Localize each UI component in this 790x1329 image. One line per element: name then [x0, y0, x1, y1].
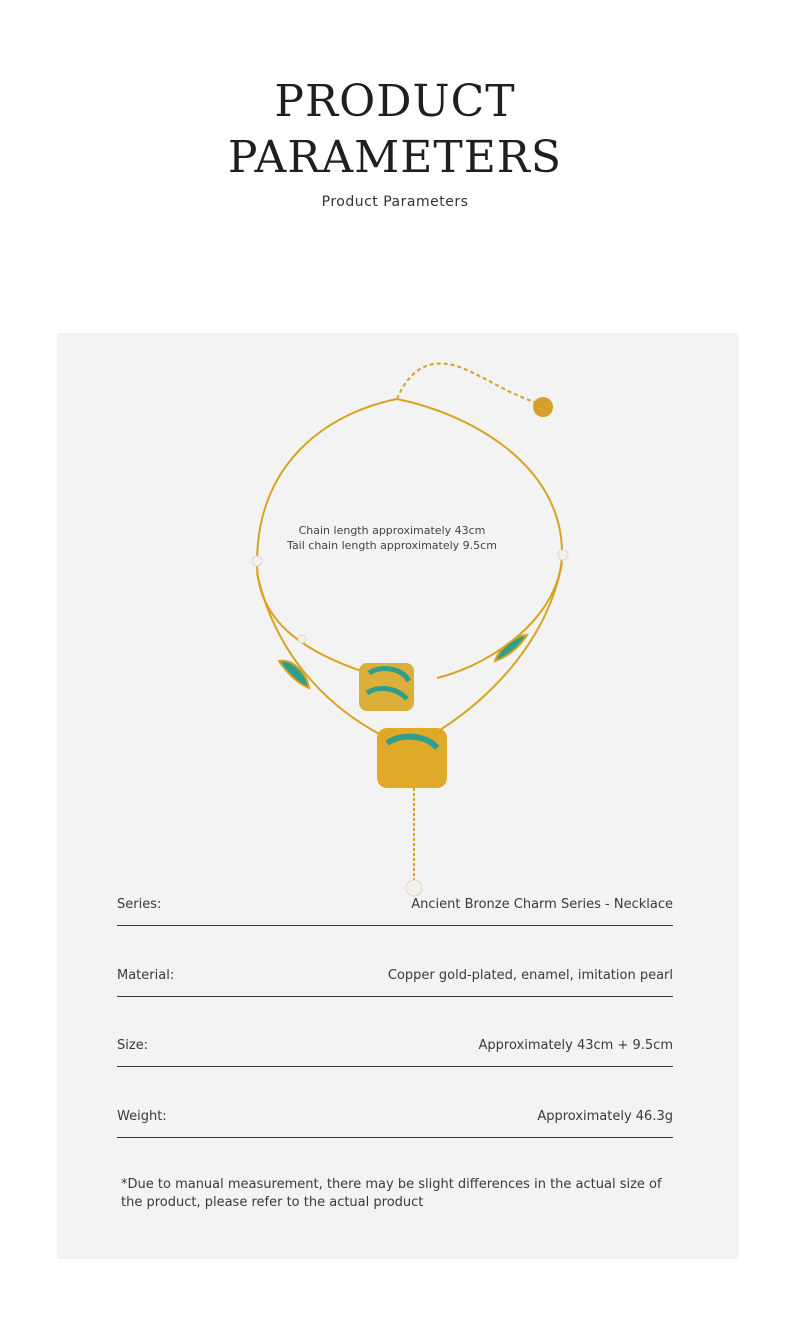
- page-title: [0, 74, 790, 186]
- extender-chain: [397, 363, 537, 403]
- page-title-line-2: PARAMETERS: [227, 132, 563, 183]
- enamel-leaf-right: [495, 635, 527, 661]
- param-value: Approximately 43cm + 9.5cm: [478, 1038, 673, 1053]
- param-value: Copper gold-plated, enamel, imitation pearl: [387, 968, 673, 983]
- param-label: Material:: [117, 968, 175, 983]
- param-value: Approximately 46.3g: [537, 1109, 673, 1124]
- page-title-line-1: PRODUCT: [274, 76, 516, 127]
- clasp-charm: [533, 397, 553, 417]
- page-subtitle: Product Parameters: [321, 194, 469, 210]
- pearl-left: [252, 556, 262, 566]
- product-panel: [57, 333, 739, 1259]
- necklace-image: [237, 343, 577, 903]
- lower-chain: [257, 563, 562, 738]
- pearl-inner: [298, 635, 306, 643]
- pearl-right: [558, 550, 568, 560]
- param-row-size: [117, 1032, 673, 1067]
- param-value: Ancient Bronze Charm Series - Necklace: [411, 897, 673, 912]
- param-label: Weight:: [117, 1109, 167, 1124]
- param-row-material: [117, 962, 673, 997]
- param-label: Size:: [117, 1038, 149, 1053]
- param-row-weight: [117, 1103, 673, 1138]
- enamel-leaf-left: [279, 661, 309, 688]
- chain-length-note: [257, 523, 527, 553]
- param-row-series: [117, 891, 673, 926]
- param-label: Series:: [117, 897, 162, 912]
- chain-length-line: Chain length approximately 43cm: [298, 524, 486, 537]
- tail-chain-length-line: Tail chain length approximately 9.5cm: [287, 539, 497, 552]
- measurement-footnote: *Due to manual measurement, there may be slight differences in the actual size of the product, please refer to the actual product: [121, 1177, 662, 1210]
